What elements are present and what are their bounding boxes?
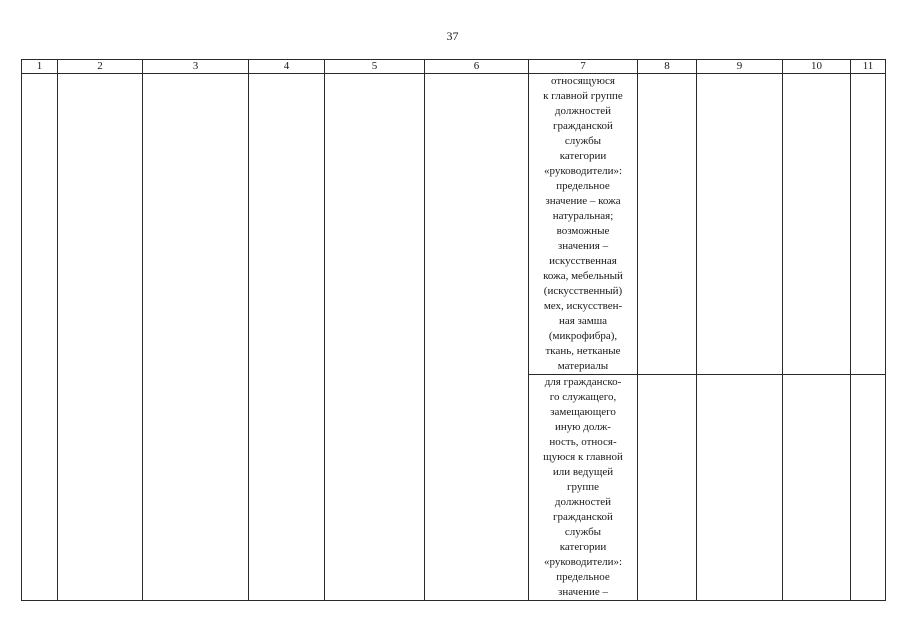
table-cell-col10-upper [783, 74, 851, 375]
column-header-11: 11 [851, 60, 886, 74]
table-cell-col10-lower [783, 375, 851, 601]
text-line: категории [559, 541, 607, 553]
text-line: (микрофибра), [548, 330, 618, 342]
column-header-7: 7 [529, 60, 638, 74]
column-header-1: 1 [22, 60, 58, 74]
text-line: «руководители»: [543, 556, 623, 568]
text-line: натуральная; [552, 210, 614, 222]
text-line: значения – [557, 240, 609, 252]
table-cell-col7-upper [529, 74, 638, 375]
column-header-9: 9 [697, 60, 783, 74]
text-line: ткань, нетканые [545, 345, 621, 357]
text-line: материалы [557, 360, 609, 372]
text-line: или ведущей [552, 466, 614, 478]
column-header-8: 8 [638, 60, 697, 74]
text-line: гражданской [553, 120, 613, 132]
text-line: ная замша [558, 315, 608, 327]
text-line: (искусственный) [543, 285, 623, 297]
text-line: значение – [558, 586, 608, 598]
table-cell-col4 [249, 74, 325, 601]
text-line: искусственная [549, 255, 617, 267]
col7-upper-text [529, 74, 637, 374]
col7-lower-text [529, 375, 637, 600]
text-line: должностей [554, 105, 612, 117]
text-line: го служащего, [549, 391, 617, 403]
text-line: должностей [554, 496, 612, 508]
text-line: гражданской [553, 511, 613, 523]
column-header-5: 5 [325, 60, 425, 74]
text-line: иную долж- [555, 421, 611, 433]
text-line: щуюся к главной [543, 451, 623, 463]
text-line: значение – кожа [545, 195, 621, 207]
text-line: относящуюся [551, 75, 615, 87]
table-cell-col3 [143, 74, 249, 601]
text-line: к главной группе [543, 90, 623, 102]
table-cell-col6 [425, 74, 529, 601]
text-line: службы [564, 135, 602, 147]
table-cell-col8-lower [638, 375, 697, 601]
text-line: группе [566, 481, 600, 493]
column-header-6: 6 [425, 60, 529, 74]
table-cell-col11-lower [851, 375, 886, 601]
text-line: возможные [556, 225, 610, 237]
text-line: «руководители»: [543, 165, 623, 177]
text-line: службы [564, 526, 602, 538]
text-line: для гражданско- [544, 376, 622, 388]
table-row [22, 74, 886, 375]
table-cell-col7-lower [529, 375, 638, 601]
table-cell-col9-lower [697, 375, 783, 601]
table-cell-col11-upper [851, 74, 886, 375]
column-header-4: 4 [249, 60, 325, 74]
column-header-10: 10 [783, 60, 851, 74]
text-line: мех, искусствен- [543, 300, 623, 312]
text-line: предельное [556, 571, 610, 583]
text-line: категории [559, 150, 607, 162]
column-header-3: 3 [143, 60, 249, 74]
table-cell-col1 [22, 74, 58, 601]
table-cell-col2 [58, 74, 143, 601]
requirements-table [21, 59, 886, 601]
text-line: предельное [556, 180, 610, 192]
table-header-row [22, 60, 886, 74]
text-line: кожа, мебельный [543, 270, 623, 282]
column-header-2: 2 [58, 60, 143, 74]
text-line: замещающего [550, 406, 616, 418]
table-cell-col9-upper [697, 74, 783, 375]
table-cell-col8-upper [638, 74, 697, 375]
text-line: ность, относя- [549, 436, 617, 448]
table-cell-col5 [325, 74, 425, 601]
page-number: 37 [446, 29, 459, 43]
